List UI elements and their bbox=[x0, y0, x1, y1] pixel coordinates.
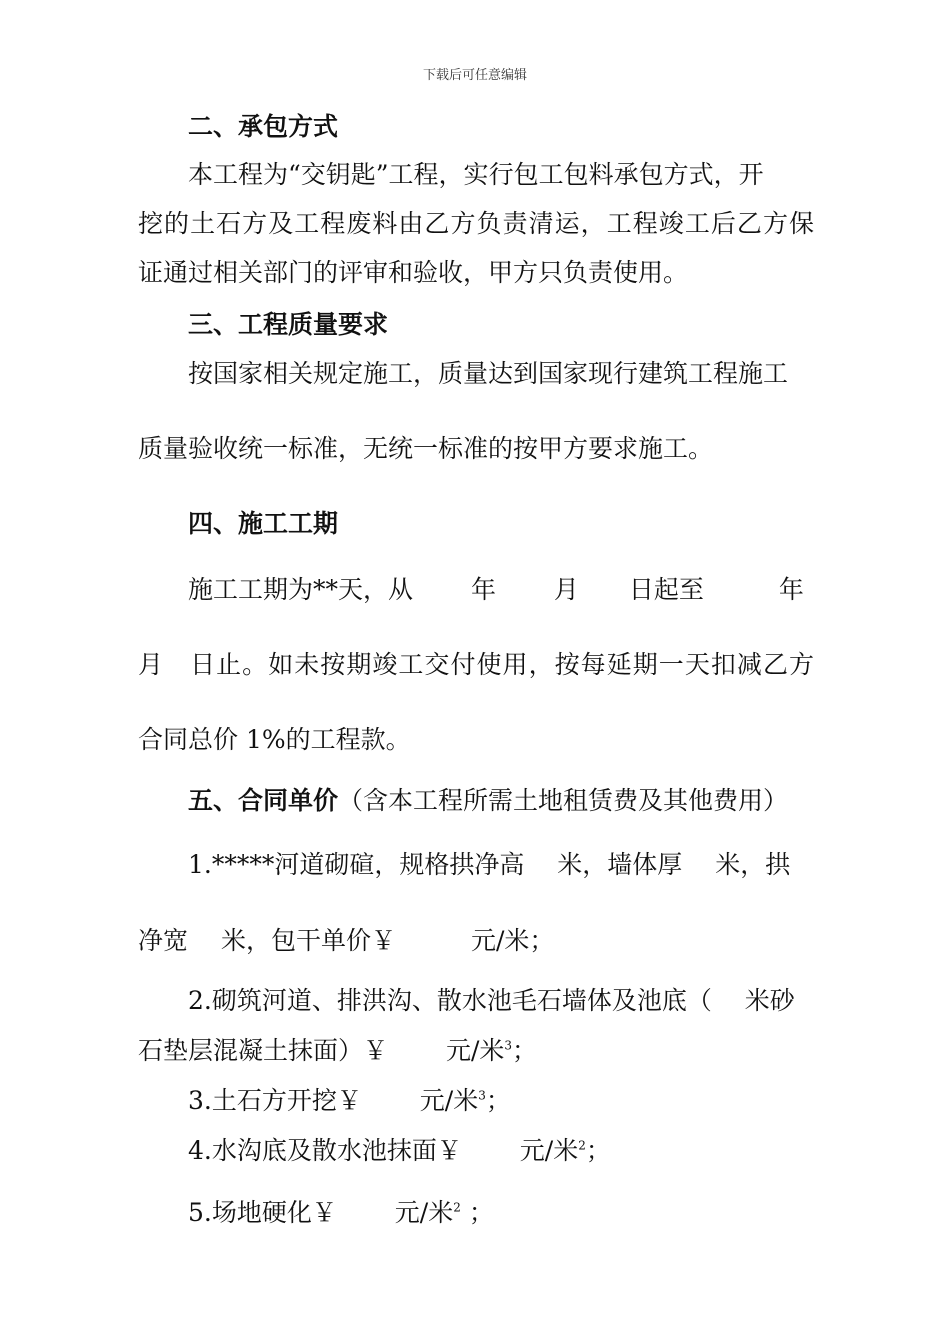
heading-text: 五、合同单价 bbox=[188, 786, 339, 815]
price-item: 净宽 米，包干单价￥ 元/米； bbox=[138, 926, 555, 955]
item-end: ； bbox=[485, 1086, 511, 1115]
unit-superscript: 3 bbox=[504, 1038, 513, 1053]
paragraph-line: 质量验收统一标准，无统一标准的按甲方要求施工。 bbox=[138, 434, 714, 463]
paragraph-line: 合同总价 1%的工程款。 bbox=[138, 725, 411, 754]
section-heading-quality: 三、工程质量要求 bbox=[188, 310, 389, 339]
price-item bbox=[188, 1198, 494, 1228]
heading-note: （含本工程所需土地租赁费及其他费用） bbox=[338, 786, 789, 815]
price-item bbox=[138, 1036, 537, 1066]
price-item-text: 5.场地硬化￥ 元/米 bbox=[188, 1198, 454, 1227]
paragraph-line: 证通过相关部门的评审和验收，甲方只负责使用。 bbox=[138, 258, 689, 287]
price-item-text: 石垫层混凝土抹面）￥ 元/米 bbox=[138, 1036, 505, 1065]
price-item: 1.*****河道砌碹，规格拱净高 米，墙体厚 米，拱 bbox=[188, 850, 791, 879]
paragraph-line: 本工程为“交钥匙”工程，实行包工包料承包方式，开 bbox=[188, 160, 764, 189]
price-item-text: 3.土石方开挖￥ 元/米 bbox=[188, 1086, 479, 1115]
paragraph-line: 挖的土石方及工程废料由乙方负责清运，工程竣工后乙方保 bbox=[138, 209, 814, 238]
section-heading-unit-price bbox=[188, 786, 788, 816]
paragraph-line: 按国家相关规定施工，质量达到国家现行建筑工程施工 bbox=[188, 359, 789, 388]
unit-superscript: 2 bbox=[578, 1138, 586, 1153]
price-item: 2.砌筑河道、排洪沟、散水池毛石墙体及池底（ 米砂 bbox=[188, 986, 795, 1015]
unit-superscript: 2 bbox=[453, 1200, 461, 1215]
paragraph-line: 施工工期为**天，从 年 月 日起至 年 bbox=[188, 575, 804, 604]
price-item-text: 4.水沟底及散水池抹面￥ 元/米 bbox=[188, 1136, 579, 1165]
price-item bbox=[188, 1086, 511, 1116]
section-heading-contract-method: 二、承包方式 bbox=[188, 112, 339, 141]
paragraph-line: 月 日止。如未按期竣工交付使用，按每延期一天扣减乙方 bbox=[138, 650, 814, 679]
item-end: ； bbox=[460, 1198, 494, 1227]
section-heading-schedule: 四、施工工期 bbox=[188, 509, 339, 538]
price-item bbox=[188, 1136, 611, 1166]
item-end: ； bbox=[585, 1136, 611, 1165]
item-end: ； bbox=[512, 1036, 538, 1065]
page-header: 下载后可任意编辑 bbox=[422, 68, 527, 83]
unit-superscript: 3 bbox=[478, 1088, 486, 1103]
